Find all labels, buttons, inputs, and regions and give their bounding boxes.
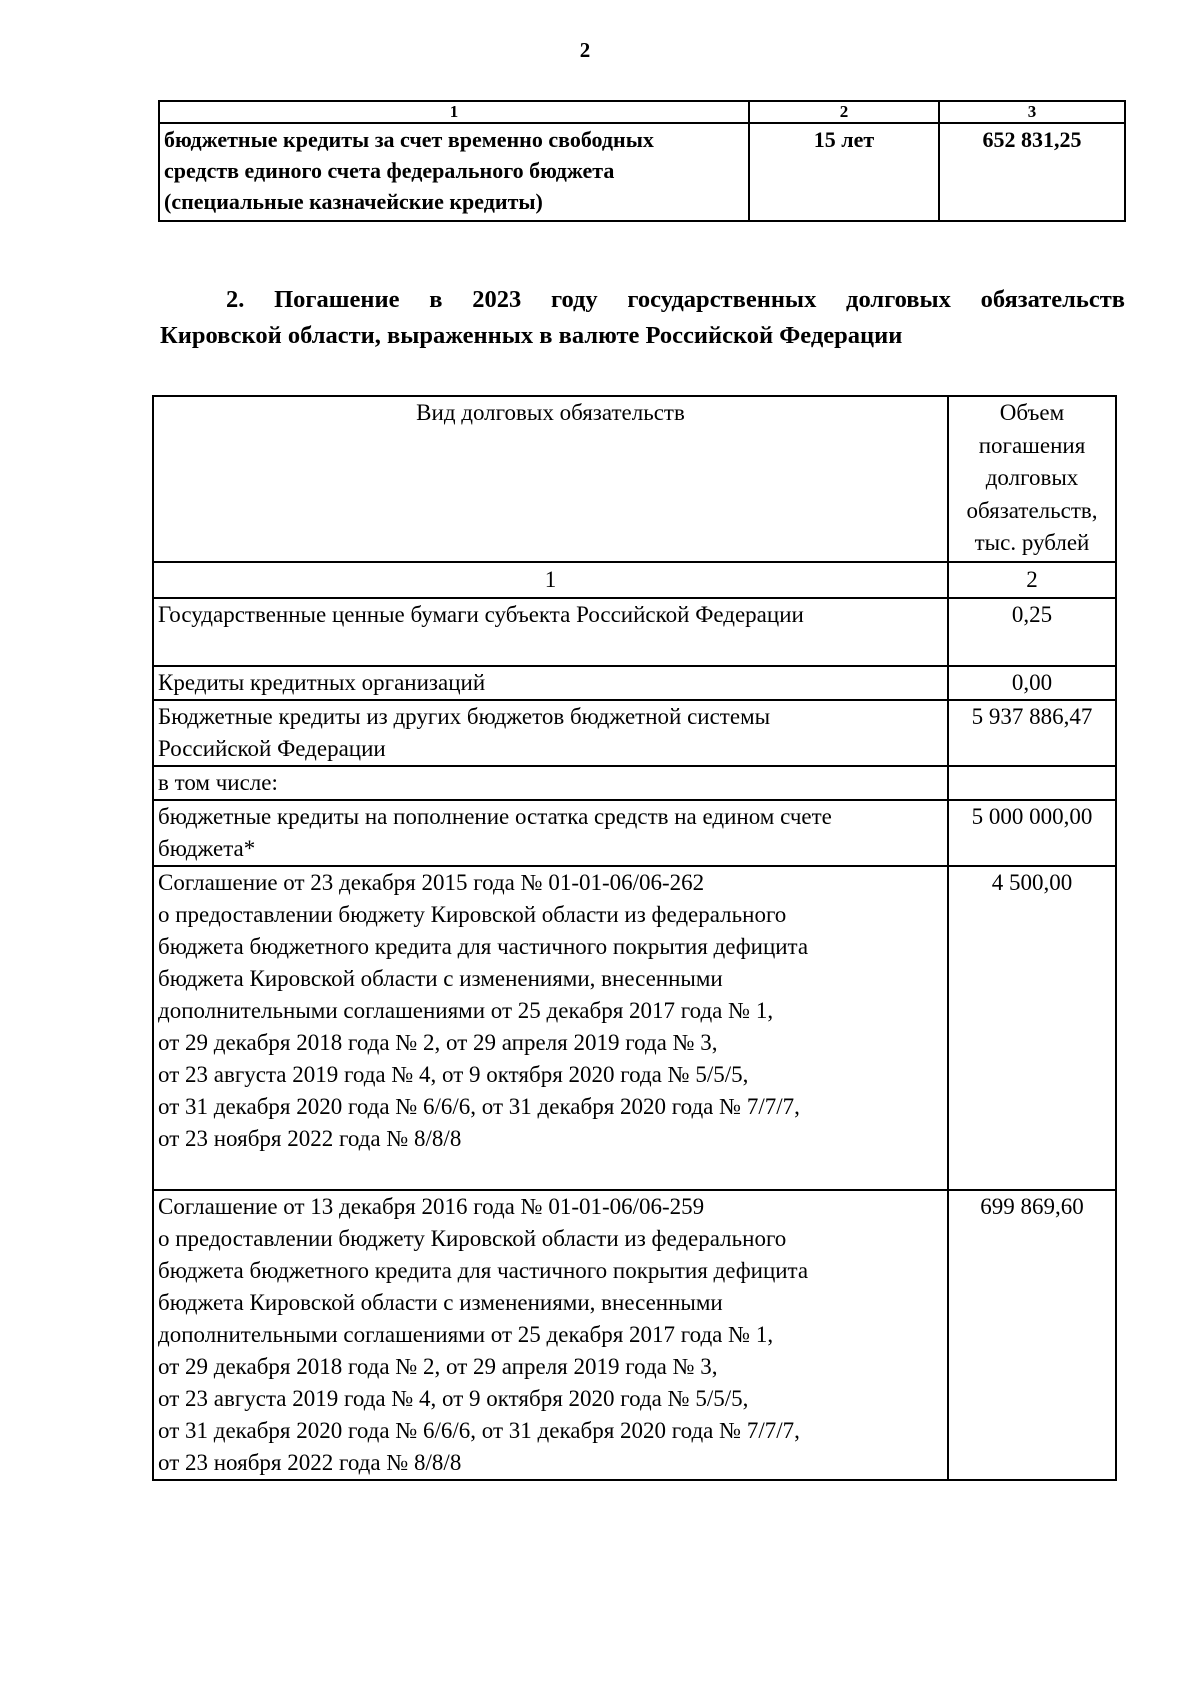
row-name: бюджетные кредиты на пополнение остатка средств на едином счете бюджета* (153, 800, 948, 866)
row-value: 699 869,60 (948, 1190, 1116, 1480)
table-header-row (153, 396, 1116, 562)
table-number-row (153, 562, 1116, 598)
table-row (153, 598, 1116, 666)
page-number: 2 (579, 38, 591, 62)
row-name: Государственные ценные бумаги субъекта Российской Федерации (153, 598, 948, 666)
table-row (153, 666, 1116, 700)
table-row (153, 700, 1116, 766)
debt-type-header: Вид долговых обязательств (153, 396, 948, 562)
row-name: в том числе: (153, 766, 948, 800)
table-continued (158, 100, 1126, 222)
section-title (160, 282, 1125, 354)
row-value: 0,25 (948, 598, 1116, 666)
row-name: Бюджетные кредиты из других бюджетов бюджетной системы Российской Федерации (153, 700, 948, 766)
row-value: 5 937 886,47 (948, 700, 1116, 766)
col-header-1: 1 (159, 101, 749, 123)
row-name: Кредиты кредитных организаций (153, 666, 948, 700)
row-value: 0,00 (948, 666, 1116, 700)
credit-term-cell: 15 лет (749, 123, 939, 221)
section-title-line-2: Кировской области, выраженных в валюте Российской Федерации (160, 322, 903, 349)
row-value: 4 500,00 (948, 866, 1116, 1190)
row-name: Соглашение от 23 декабря 2015 года № 01-01-06/06-262 о предоставлении бюджету Кировской области из федерального бюджета бюджетного кредита для частичного покрытия дефицита бюджета Кировской области с изменениями, внесенными дополнительными соглашениями от 25 декабря 2017 года № 1, от 29 декабря 2018 года № 2, от 29 апреля 2019 года № 3, от 23 августа 2019 года № 4, от 9 октября 2020 года № 5/5/5, от 31 декабря 2020 года № 6/6/6, от 31 декабря 2020 года № 7/7/7, от 23 ноября 2022 года № 8/8/8 (153, 866, 948, 1190)
col-number-1: 1 (153, 562, 948, 598)
col-header-2: 2 (749, 101, 939, 123)
col-number-2: 2 (948, 562, 1116, 598)
table-row (159, 123, 1125, 221)
table-row (153, 800, 1116, 866)
table-row (153, 1190, 1116, 1480)
table-header-row (159, 101, 1125, 123)
repayment-table (152, 395, 1117, 1481)
col-header-3: 3 (939, 101, 1125, 123)
credit-amount-cell: 652 831,25 (939, 123, 1125, 221)
table-row (153, 866, 1116, 1190)
section-title-line-1: 2. Погашение в 2023 году государственных долговых обязательств (226, 286, 1125, 313)
repayment-volume-header: Объем погашения долговых обязательств, тыс. рублей (948, 396, 1116, 562)
row-value (948, 766, 1116, 800)
row-value: 5 000 000,00 (948, 800, 1116, 866)
row-name: Соглашение от 13 декабря 2016 года № 01-01-06/06-259 о предоставлении бюджету Кировской области из федерального бюджета бюджетного кредита для частичного покрытия дефицита бюджета Кировской области с изменениями, внесенными дополнительными соглашениями от 25 декабря 2017 года № 1, от 29 декабря 2018 года № 2, от 29 апреля 2019 года № 3, от 23 августа 2019 года № 4, от 9 октября 2020 года № 5/5/5, от 31 декабря 2020 года № 6/6/6, от 31 декабря 2020 года № 7/7/7, от 23 ноября 2022 года № 8/8/8 (153, 1190, 948, 1480)
table-row (153, 766, 1116, 800)
credit-name-cell: бюджетные кредиты за счет временно свободных средств единого счета федерального бюджета (специальные казначейские кредиты) (159, 123, 749, 221)
